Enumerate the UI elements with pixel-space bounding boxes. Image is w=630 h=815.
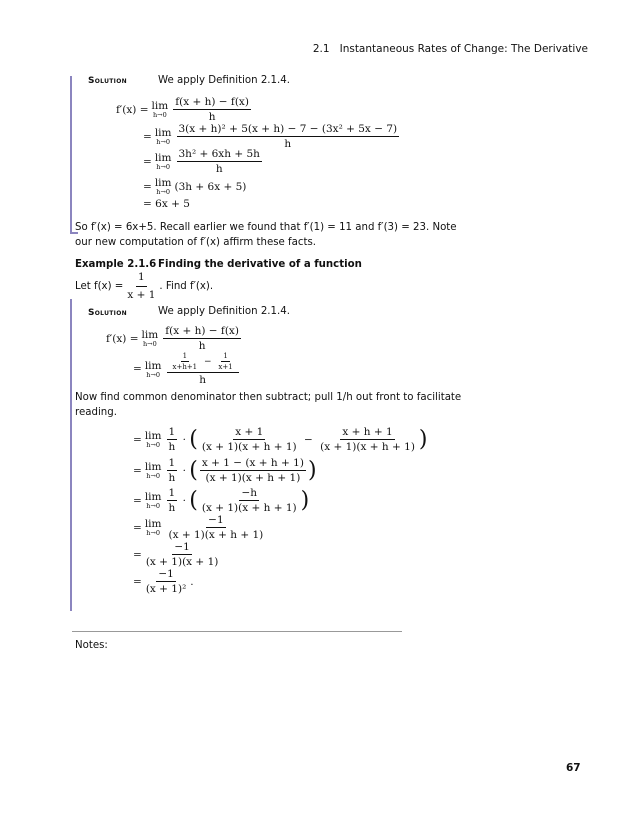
header-title: Instantaneous Rates of Change: The Derivative — [339, 43, 588, 55]
fraction: $\frac{x + 1}{(x + 1)(x + h + 1)}$ — [201, 426, 297, 453]
limit-operator: lim h→0 — [144, 461, 162, 480]
solution2-step7: = $\frac{-1}{(x + 1)(x + 1)}$ — [133, 541, 219, 568]
solution2-step2: = lim h→0 $\frac{1}{x+h+1}$ − $\frac{1}{x+1}$ h — [133, 352, 241, 386]
solution1-step4: = lim h→0 (3h + 6x + 5) — [143, 177, 247, 196]
fraction: $\frac{-1}{\text{(x + 1)²}}$ — [145, 568, 187, 595]
solution1-intro: We apply Definition 2.1.4. — [158, 75, 290, 86]
solution2-step6: = lim h→0 $\frac{-1}{(x + 1)(x + h + 1)}$ — [133, 514, 264, 541]
fraction: $\frac{\text{3(x + h)² + 5(x + h) − 7 − (3x² + 5x − 7)}}{h}$ — [178, 123, 398, 150]
fraction: $\frac{f(x + h) - f(x)}{h}$ — [165, 325, 239, 352]
limit-operator: lim h→0 — [141, 329, 159, 348]
fraction: $\frac{x + h + 1}{(x + 1)(x + h + 1)}$ — [320, 426, 415, 453]
solution1-step1 — [116, 96, 253, 123]
solution2-intro: We apply Definition 2.1.4. — [158, 306, 290, 317]
limit-operator: lim h→0 — [151, 100, 169, 119]
solution2-middle-line2: reading. — [75, 407, 117, 418]
fraction: $\frac{-h}{(x + 1)(x + h + 1)}$ — [201, 487, 297, 514]
fraction: $\frac{f(x + h) - f(x)}{h}$ — [175, 96, 249, 123]
limit-operator: lim h→0 — [144, 359, 162, 379]
fraction: $\frac{1}{x + 1}$ — [127, 271, 156, 301]
limit-operator: lim h→0 — [154, 127, 172, 146]
limit-operator: lim h→0 — [154, 152, 172, 171]
solution1-lhs: f′(x) = — [116, 103, 149, 116]
limit-operator: lim h→0 — [144, 518, 162, 537]
solution1-conclusion-line1: So f′(x) = 6x+5. Recall earlier we found that f′(1) = 11 and f′(3) = 23. Note — [75, 222, 457, 233]
fraction: $\frac{-1}{(x + 1)(x + 1)}$ — [145, 541, 219, 568]
fraction: $\frac{-1}{(x + 1)(x + h + 1)}$ — [168, 514, 264, 541]
limit-operator: lim h→0 — [154, 177, 172, 196]
solution2-middle-line1: Now find common denominator then subtract; pull 1/h out front to facilitate — [75, 392, 462, 403]
solution2-step4: = lim h→0 $\frac{1}{h}$ · ( $\frac{x + 1 - (x + h + 1)}{(x + 1)(x + h + 1)}$ ) — [133, 457, 317, 484]
example-title: Finding the derivative of a function — [158, 259, 362, 270]
notes-divider — [72, 631, 402, 632]
header-section-number: 2.1 — [312, 43, 330, 55]
solution2-step8: = $\frac{-1}{\text{(x + 1)²}}$ . — [133, 568, 194, 595]
fraction: $\frac{x + 1 - (x + h + 1)}{(x + 1)(x + h + 1)}$ — [201, 457, 304, 484]
limit-operator: lim h→0 — [144, 491, 162, 510]
solution1-step5: = 6x + 5 — [143, 198, 190, 210]
page-number: 67 — [566, 762, 581, 774]
solution2-step1: f′(x) = lim h→0 $\frac{f(x + h) - f(x)}{h}$ — [106, 325, 239, 352]
limit-operator: lim h→0 — [144, 430, 162, 449]
solution2-margin-bar — [70, 299, 72, 611]
fraction: $\frac{\text{3h² + 6xh + 5h}}{h}$ — [178, 148, 260, 175]
solution2-label: Solution — [88, 308, 127, 318]
running-header — [313, 43, 588, 55]
fraction: $\frac{1}{h}$ — [168, 426, 176, 453]
fraction: $\frac{1}{h}$ — [168, 487, 176, 514]
example-prompt: Let f(x) = $\frac{1}{x + 1}$ . Find f′(x). — [75, 271, 214, 301]
compound-fraction: $\frac{1}{x+h+1}$ − $\frac{1}{x+1}$ h — [167, 352, 239, 386]
example-number: Example 2.1.6 — [75, 259, 157, 270]
solution2-step3: = lim h→0 $\frac{1}{h}$ · ( $\frac{x + 1}{(x + 1)(x + h + 1)}$ − $\frac{x + h + 1}{(x + 1)(x + h + 1)}$ ) — [133, 426, 428, 453]
solution1-conclusion-line2: our new computation of f′(x) affirm these facts. — [75, 237, 317, 248]
solution2-step5: = lim h→0 $\frac{1}{h}$ · ( $\frac{-h}{(x + 1)(x + h + 1)}$ ) — [133, 487, 310, 514]
solution1-step2: = lim h→0 $\frac{\text{3(x + h)² + 5(x + h) − 7 − (3x² + 5x − 7)}}{h}$ — [143, 123, 398, 150]
fraction: $\frac{1}{h}$ — [168, 457, 176, 484]
solution1-label: Solution — [88, 76, 127, 86]
notes-label: Notes: — [75, 640, 108, 651]
solution1-margin-bar — [70, 76, 72, 232]
solution1-step3: = lim h→0 $\frac{\text{3h² + 6xh + 5h}}{h}$ — [143, 148, 260, 175]
